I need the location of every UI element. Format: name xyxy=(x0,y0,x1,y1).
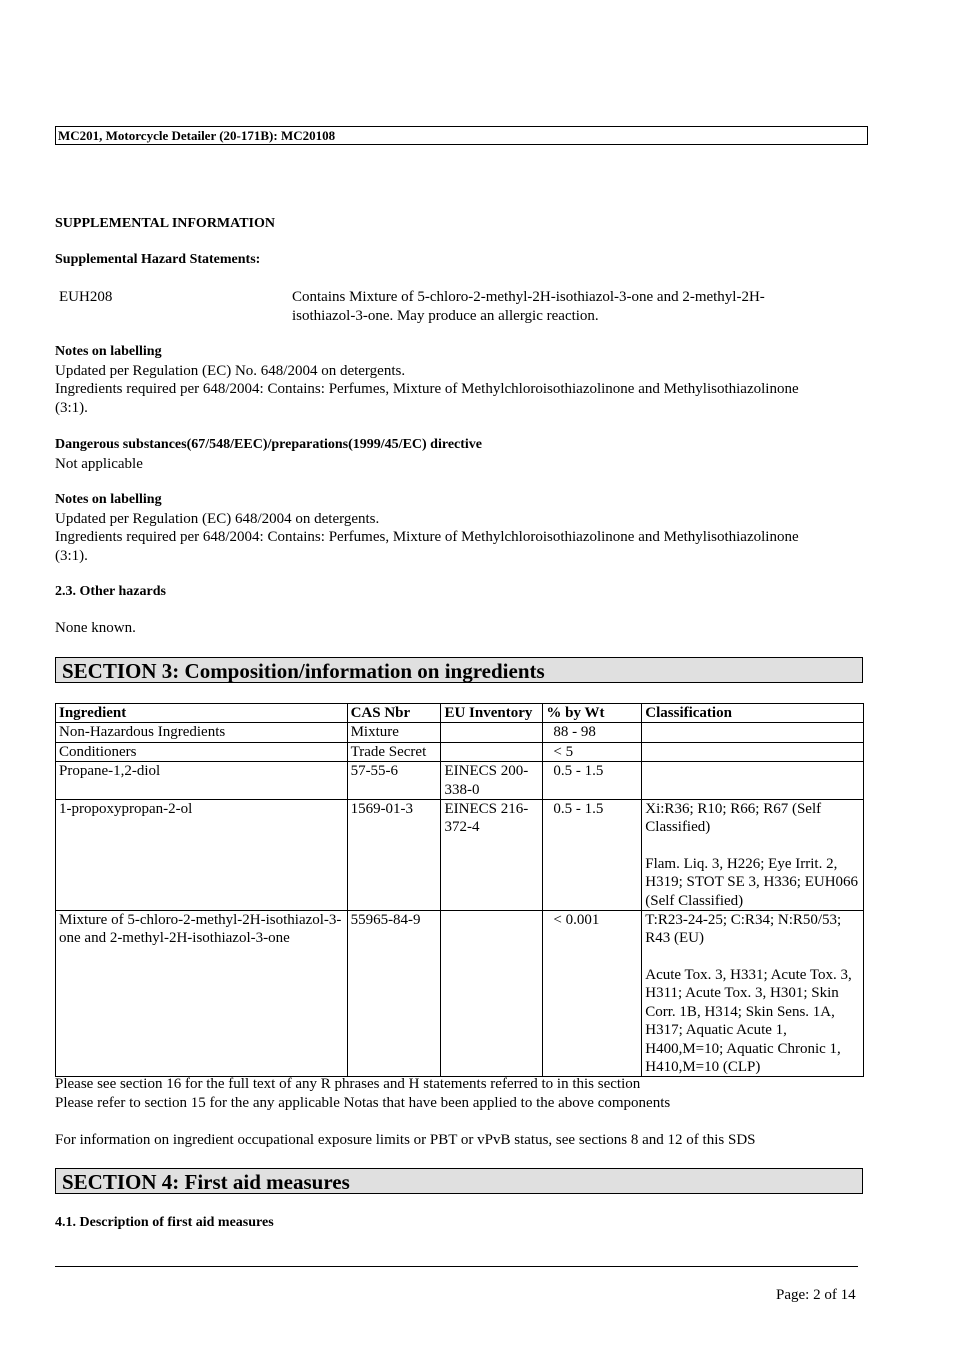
cell-cas: Trade Secret xyxy=(347,742,441,761)
cell-ingredient: 1-propoxypropan-2-ol xyxy=(56,800,348,911)
section4-subtitle: 4.1. Description of first aid measures xyxy=(55,1215,274,1230)
ingredients-table xyxy=(55,703,864,1077)
table-header-row xyxy=(56,704,864,723)
notes-line: Ingredients required per 648/2004: Contains: Perfumes, Mixture of Methylchloroisothiazolinone and Methylisothiazolinone xyxy=(55,381,799,397)
cell-eu: EINECS 200-338-0 xyxy=(441,762,543,800)
table-row xyxy=(56,800,864,911)
cell-classification xyxy=(642,800,864,911)
notes-line: Ingredients required per 648/2004: Contains: Perfumes, Mixture of Methylchloroisothiazolinone and Methylisothiazolinone xyxy=(55,529,799,545)
cell-classification xyxy=(642,762,864,800)
col-header-classification: Classification xyxy=(642,704,864,723)
notes-line: (3:1). xyxy=(55,547,88,564)
table-row xyxy=(56,723,864,742)
hazard-statement xyxy=(292,288,852,325)
cell-eu xyxy=(441,911,543,1077)
section3-title: SECTION 3: Composition/information on ingredients xyxy=(55,657,863,683)
cell-cas: 1569-01-3 xyxy=(347,800,441,911)
cell-eu xyxy=(441,742,543,761)
dangerous-title: Dangerous substances(67/548/EEC)/preparations(1999/45/EC) directive xyxy=(55,437,483,452)
section4-title: SECTION 4: First aid measures xyxy=(55,1168,863,1194)
cell-ingredient: Propane-1,2-diol xyxy=(56,762,348,800)
table-row xyxy=(56,742,864,761)
notes-line: (3:1). xyxy=(55,399,88,416)
cell-pct: 88 - 98 xyxy=(543,723,642,742)
col-header-eu: EU Inventory xyxy=(441,704,543,723)
cell-pct: 0.5 - 1.5 xyxy=(543,762,642,800)
table-row xyxy=(56,762,864,800)
section3-note: Please refer to section 15 for the any applicable Notas that have been applied to the above components xyxy=(55,1094,671,1111)
hazard-statement-line: Contains Mixture of 5-chloro-2-methyl-2H-isothiazol-3-one and 2-methyl-2H- xyxy=(292,289,765,305)
notes-labelling-2 xyxy=(55,491,855,565)
other-hazards-value: None known. xyxy=(55,620,136,636)
cell-eu: EINECS 216-372-4 xyxy=(441,800,543,911)
page-number: Page: 2 of 14 xyxy=(776,1287,856,1303)
table-row xyxy=(56,911,864,1077)
hazard-statement-line: isothiazol-3-one. May produce an allergic reaction. xyxy=(292,307,599,324)
cell-cas: 55965-84-9 xyxy=(347,911,441,1077)
cell-eu xyxy=(441,723,543,742)
dangerous-substances xyxy=(55,436,855,473)
hazard-code: EUH208 xyxy=(59,289,113,305)
section3-notes xyxy=(55,1075,875,1149)
classification-clp: Acute Tox. 3, H331; Acute Tox. 3, H311; Acute Tox. 3, H301; Skin Corr. 1B, H314; Skin Sens. 1A, H317; Aquatic Acute 1, H400,M=10; Aquatic Chronic 1, H410,M=10 (CLP) xyxy=(645,966,852,1075)
dangerous-value: Not applicable xyxy=(55,455,143,472)
notes-labelling-1 xyxy=(55,343,855,417)
cell-cas: 57-55-6 xyxy=(347,762,441,800)
other-hazards-title: 2.3. Other hazards xyxy=(55,584,166,599)
cell-classification xyxy=(642,911,864,1077)
classification-clp: Flam. Liq. 3, H226; Eye Irrit. 2, H319; STOT SE 3, H336; EUH066 (Self Classified) xyxy=(645,855,859,909)
section3-note: Please see section 16 for the full text of any R phrases and H statements referred to in this section xyxy=(55,1076,641,1092)
cell-ingredient: Non-Hazardous Ingredients xyxy=(56,723,348,742)
cell-classification xyxy=(642,723,864,742)
cell-ingredient: Conditioners xyxy=(56,742,348,761)
cell-pct: < 5 xyxy=(543,742,642,761)
cell-pct: < 0.001 xyxy=(543,911,642,1077)
col-header-pct: % by Wt xyxy=(543,704,642,723)
cell-ingredient: Mixture of 5-chloro-2-methyl-2H-isothiazol-3-one and 2-methyl-2H-isothiazol-3-one xyxy=(56,911,348,1077)
col-header-cas: CAS Nbr xyxy=(347,704,441,723)
product-header: MC201, Motorcycle Detailer (20-171B): MC20108 xyxy=(55,126,868,145)
classification-dsd: T:R23-24-25; C:R34; N:R50/53; R43 (EU) xyxy=(645,912,842,947)
notes-line: Updated per Regulation (EC) No. 648/2004 on detergents. xyxy=(55,362,406,379)
notes-title: Notes on labelling xyxy=(55,492,162,507)
col-header-ingredient: Ingredient xyxy=(56,704,348,723)
cell-cas: Mixture xyxy=(347,723,441,742)
footer-divider xyxy=(55,1266,858,1267)
notes-title: Notes on labelling xyxy=(55,344,162,359)
notes-line: Updated per Regulation (EC) 648/2004 on detergents. xyxy=(55,510,380,527)
supplemental-hazard-title: Supplemental Hazard Statements: xyxy=(55,252,261,267)
section3-note: For information on ingredient occupational exposure limits or PBT or vPvB status, see sections 8 and 12 of this SDS xyxy=(55,1131,756,1148)
cell-classification xyxy=(642,742,864,761)
classification-dsd: Xi:R36; R10; R66; R67 (Self Classified) xyxy=(645,801,822,836)
supplemental-title: SUPPLEMENTAL INFORMATION xyxy=(55,216,275,231)
cell-pct: 0.5 - 1.5 xyxy=(543,800,642,911)
